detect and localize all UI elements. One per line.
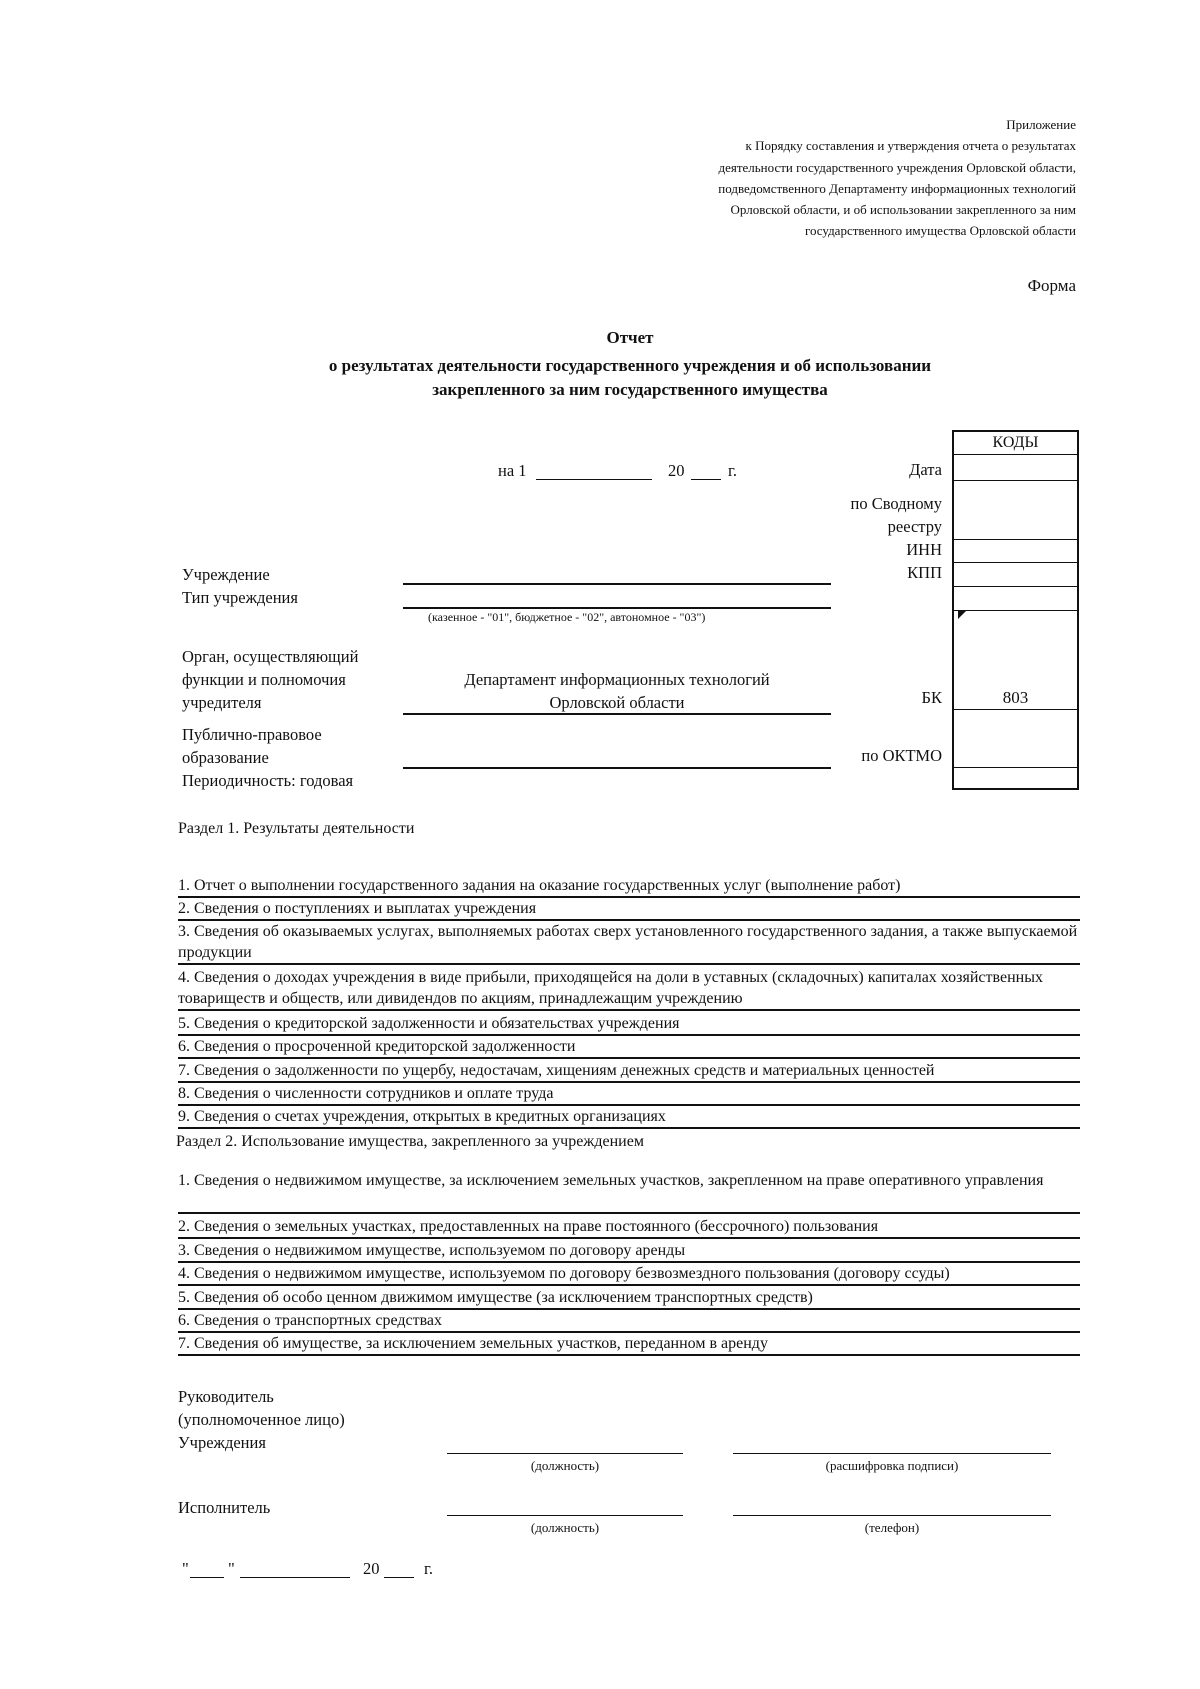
- appendix-line: государственного имущества Орловской области: [804, 223, 1076, 239]
- section1-item: 6. Сведения о просроченной кредиторской задолженности: [178, 1036, 1080, 1059]
- executor-phone-field[interactable]: [733, 1515, 1051, 1516]
- institution-field[interactable]: [403, 583, 831, 585]
- signature-head-2: (уполномоченное лицо): [178, 1410, 345, 1429]
- section2-item: 3. Сведения о недвижимом имуществе, используемом по договору аренды: [178, 1240, 1080, 1263]
- date-year-field[interactable]: [691, 479, 721, 480]
- section1-item: 3. Сведения об оказываемых услугах, выполняемых работах сверх установленного государственного задания, а также выпускаемой продукции: [178, 921, 1080, 965]
- head-signature-field[interactable]: [733, 1453, 1051, 1454]
- appendix-line: подведомственного Департаменту информационных технологий: [718, 180, 1076, 196]
- label-founder-1: Орган, осуществляющий: [182, 647, 359, 666]
- executor-label: Исполнитель: [178, 1498, 271, 1517]
- founder-value-2: Орловской области: [549, 693, 685, 712]
- label-founder-3: учредителя: [182, 693, 262, 712]
- corner-mark-icon: [958, 611, 966, 619]
- section2-item: 2. Сведения о земельных участках, предоставленных на праве постоянного (бессрочного) пользования: [178, 1216, 1080, 1239]
- sign-date-year-suffix: г.: [424, 1559, 434, 1578]
- date-year-suffix: г.: [728, 461, 738, 480]
- codes-header: КОДЫ: [992, 434, 1039, 451]
- date-year-prefix: 20: [668, 461, 685, 480]
- executor-phone-caption: (телефон): [864, 1520, 920, 1535]
- head-decode-caption: (расшифровка подписи): [825, 1458, 959, 1473]
- type-hint: (казенное - "01", бюджетное - "02", автономное - "03"): [428, 610, 706, 624]
- section2-item: 1. Сведения о недвижимом имуществе, за исключением земельных участков, закрепленном на праве оперативного управления: [178, 1170, 1080, 1214]
- bk-code-value: 803: [1002, 688, 1029, 707]
- label-institution: Учреждение: [182, 565, 270, 584]
- report-subtitle-line2: закрепленного за ним государственного имущества: [432, 380, 828, 399]
- label-inn: ИНН: [906, 540, 942, 559]
- section1-item: 8. Сведения о численности сотрудников и оплате труда: [178, 1083, 1080, 1106]
- appendix-line: Орловской области, и об использовании закрепленного за ним: [730, 202, 1076, 218]
- code-cell-kpp[interactable]: [954, 562, 1077, 563]
- label-public-1: Публично-правовое: [182, 725, 322, 744]
- section1-title: Раздел 1. Результаты деятельности: [178, 820, 415, 837]
- section2-item: 6. Сведения о транспортных средствах: [178, 1310, 1080, 1333]
- code-cell-type[interactable]: [954, 586, 1077, 587]
- appendix-line: к Порядку составления и утверждения отчета о результатах: [745, 138, 1076, 154]
- label-svod-1: по Сводному: [850, 494, 942, 513]
- label-periodicity: Периодичность: годовая: [182, 771, 354, 790]
- label-kpp: КПП: [907, 563, 942, 582]
- section2-item: 5. Сведения об особо ценном движимом имуществе (за исключением транспортных средств): [178, 1287, 1080, 1310]
- sign-date-year-field[interactable]: [384, 1577, 414, 1578]
- section1-item: 4. Сведения о доходах учреждения в виде прибыли, приходящейся на доли в уставных (складочных) капиталах хозяйственных товариществ и обществ, или дивидендов по акциям, принадлежащим учреждению: [178, 967, 1080, 1011]
- founder-value-1: Департамент информационных технологий: [464, 670, 770, 689]
- sign-date-day-field[interactable]: [190, 1577, 224, 1578]
- appendix-line: Приложение: [1006, 117, 1076, 132]
- label-founder-2: функции и полномочия: [182, 670, 346, 689]
- executor-position-field[interactable]: [447, 1515, 683, 1516]
- signature-head-1: Руководитель: [178, 1387, 274, 1406]
- appendix-line: деятельности государственного учреждения Орловской области,: [718, 159, 1076, 175]
- label-type: Тип учреждения: [182, 588, 298, 607]
- executor-position-caption: (должность): [530, 1520, 600, 1535]
- section2-item: 7. Сведения об имуществе, за исключением земельных участков, переданном в аренду: [178, 1333, 1080, 1356]
- sign-date-year-prefix: 20: [363, 1559, 380, 1578]
- form-label: Форма: [1027, 276, 1076, 295]
- report-subtitle-line1: о результатах деятельности государственного учреждения и об использовании: [328, 356, 932, 375]
- code-cell-svod[interactable]: [954, 480, 1077, 481]
- label-svod-2: реестру: [887, 517, 942, 536]
- section2-item: 4. Сведения о недвижимом имуществе, используемом по договору безвозмездного пользования (договору ссуды): [178, 1263, 1080, 1286]
- head-position-caption: (должность): [530, 1458, 600, 1473]
- label-oktmo: по ОКТМО: [861, 746, 942, 765]
- code-cell-period[interactable]: [954, 767, 1077, 768]
- sign-date-month-field[interactable]: [240, 1577, 350, 1578]
- section1-item: 2. Сведения о поступлениях и выплатах учреждения: [178, 898, 1080, 921]
- signature-head-3: Учреждения: [178, 1433, 266, 1452]
- label-bk: БК: [921, 688, 942, 707]
- founder-field[interactable]: [403, 713, 831, 715]
- codes-box: [952, 430, 1079, 790]
- label-date: Дата: [909, 460, 942, 479]
- head-position-field[interactable]: [447, 1453, 683, 1454]
- code-cell-oktmo[interactable]: [954, 709, 1077, 710]
- date-quote-open: ": [182, 1559, 189, 1578]
- section1-item: 9. Сведения о счетах учреждения, открытых в кредитных организациях: [178, 1106, 1080, 1129]
- label-public-2: образование: [182, 748, 269, 767]
- code-cell-founder[interactable]: [954, 610, 1077, 611]
- code-cell-date[interactable]: [954, 454, 1077, 455]
- report-title: Отчет: [606, 328, 654, 347]
- type-field[interactable]: [403, 607, 831, 609]
- date-prefix: на 1: [498, 461, 527, 480]
- appendix-header: [556, 114, 1076, 242]
- code-cell-inn[interactable]: [954, 539, 1077, 540]
- date-day-month-field[interactable]: [536, 479, 652, 480]
- date-quote-close: ": [228, 1559, 235, 1578]
- section1-item: 7. Сведения о задолженности по ущербу, недостачам, хищениям денежных средств и материальных ценностей: [178, 1060, 1080, 1083]
- section1-item: 5. Сведения о кредиторской задолженности и обязательствах учреждения: [178, 1013, 1080, 1036]
- section1-item: 1. Отчет о выполнении государственного задания на оказание государственных услуг (выполнение работ): [178, 875, 1080, 898]
- public-entity-field[interactable]: [403, 767, 831, 769]
- section2-title: Раздел 2. Использование имущества, закрепленного за учреждением: [176, 1133, 644, 1150]
